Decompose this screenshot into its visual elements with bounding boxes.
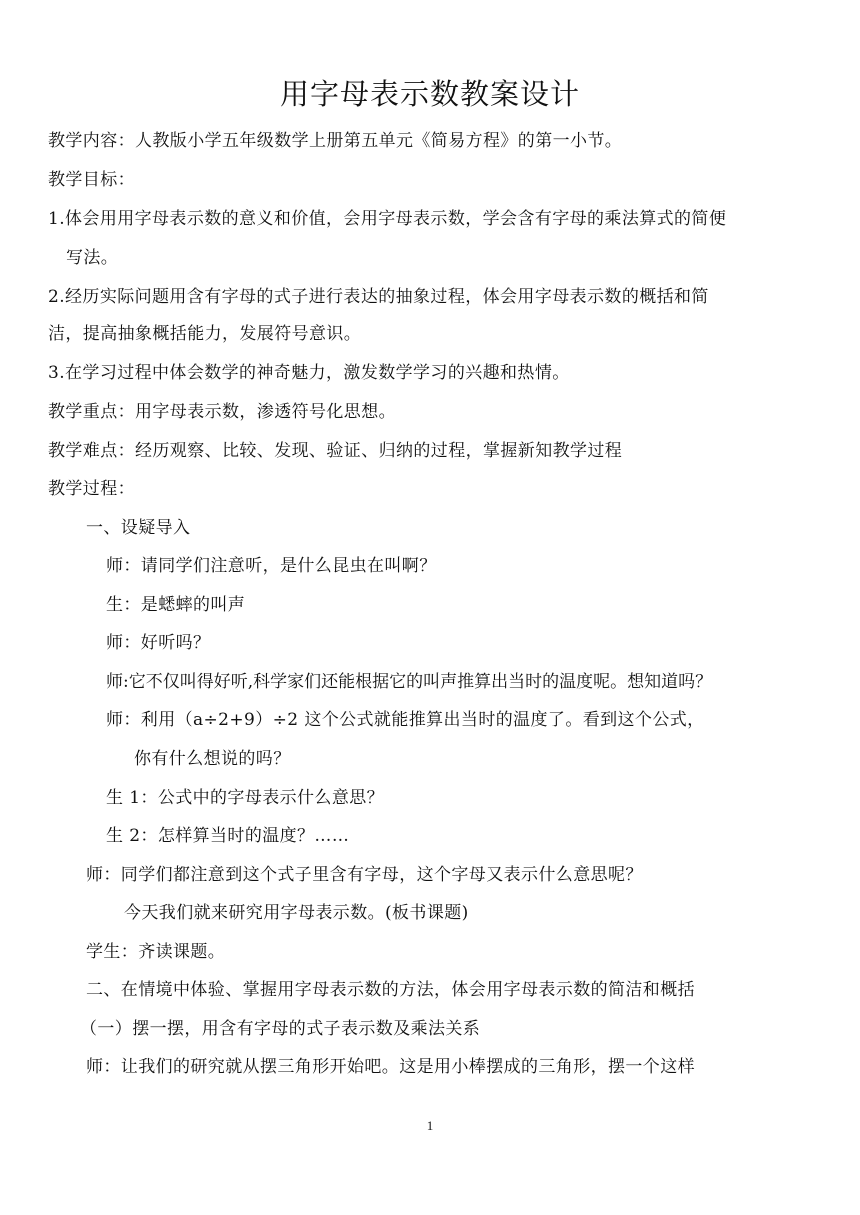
dialogue-line-continued: 今天我们就来研究用字母表示数。(板书课题): [124, 903, 469, 923]
dialogue-line: 师：同学们都注意到这个式子里含有字母，这个字母又表示什么意思呢？: [86, 865, 643, 885]
dialogue-line: 师：请同学们注意听，是什么昆虫在叫啊？: [106, 556, 437, 576]
dialogue-line: 生：是蟋蟀的叫声: [106, 595, 246, 615]
dialogue-line: 师：好听吗？: [106, 633, 211, 653]
difficulty-line: 教学难点：经历观察、比较、发现、验证、归纳的过程，掌握新知教学过程: [48, 441, 623, 461]
subsection-1-heading: （一）摆一摆，用含有字母的式子表示数及乘法关系: [80, 1019, 481, 1039]
dialogue-line-continued: 你有什么想说的吗？: [134, 749, 291, 769]
goal-3-line: 3.在学习过程中体会数学的神奇魅力，激发数学学习的兴趣和热情。: [48, 363, 570, 383]
dialogue-line: 学生：齐读课题。: [86, 942, 226, 962]
dialogue-line: 师：利用（a÷2+9）÷2 这个公式就能推算出当时的温度了。看到这个公式，: [106, 710, 705, 730]
section-2-heading: 二、在情境中体验、掌握用字母表示数的方法，体会用字母表示数的简洁和概括: [86, 980, 695, 1000]
section-1-heading: 一、设疑导入: [86, 518, 191, 538]
goal-1-line-2: 写法。: [66, 248, 119, 268]
key-point-line: 教学重点：用字母表示数，渗透符号化思想。: [48, 402, 396, 422]
process-heading: 教学过程：: [48, 479, 135, 499]
page-number: 1: [426, 1118, 434, 1133]
dialogue-line: 师:它不仅叫得好听,科学家们还能根据它的叫声推算出当时的温度呢。想知道吗？: [106, 672, 713, 692]
teaching-goals-heading: 教学目标：: [48, 170, 135, 190]
goal-2-line-2: 洁，提高抽象概括能力，发展符号意识。: [48, 324, 362, 344]
goal-1-line-1: 1.体会用用字母表示数的意义和价值，会用字母表示数，学会含有字母的乘法算式的简便: [48, 209, 727, 229]
dialogue-line: 生 2：怎样算当时的温度？……: [106, 826, 350, 846]
dialogue-line: 生 1：公式中的字母表示什么意思？: [106, 788, 385, 808]
document-title: 用字母表示数教案设计: [279, 77, 580, 111]
dialogue-line: 师：让我们的研究就从摆三角形开始吧。这是用小棒摆成的三角形，摆一个这样: [86, 1057, 695, 1077]
teaching-content-line: 教学内容：人教版小学五年级数学上册第五单元《简易方程》的第一小节。: [48, 131, 623, 151]
goal-2-line-1: 2.经历实际问题用含有字母的式子进行表达的抽象过程，体会用字母表示数的概括和简: [48, 287, 709, 307]
